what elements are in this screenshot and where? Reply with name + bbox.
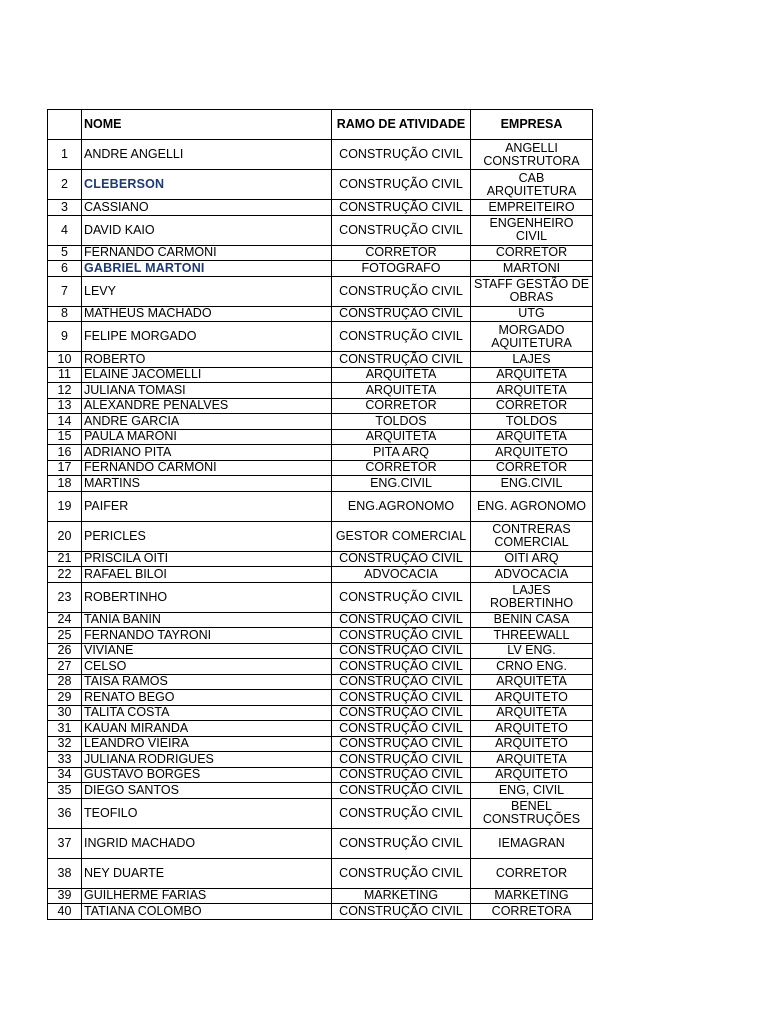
row-nome: MATHEUS MACHADO [82, 306, 332, 322]
row-nome: GUSTAVO BORGES [82, 767, 332, 783]
header-num [48, 110, 82, 140]
row-ramo: ENG.CIVIL [332, 476, 471, 492]
row-ramo: CONSTRUÇÃO CIVIL [332, 306, 471, 322]
row-ramo: ARQUITETA [332, 429, 471, 445]
row-number: 7 [48, 276, 82, 306]
row-number: 40 [48, 904, 82, 920]
row-empresa: CORRETOR [471, 245, 593, 261]
row-ramo: CONSTRUÇÃO CIVIL [332, 322, 471, 352]
row-empresa: ARQUITETA [471, 705, 593, 721]
table-row [48, 752, 593, 768]
table-row [48, 858, 593, 888]
row-nome: GUILHERME FARIAS [82, 888, 332, 904]
row-nome: TALITA COSTA [82, 705, 332, 721]
row-nome: JULIANA TOMASI [82, 383, 332, 399]
table-row [48, 904, 593, 920]
table-row [48, 736, 593, 752]
row-ramo: CONSTRUÇÃO CIVIL [332, 276, 471, 306]
row-number: 1 [48, 140, 82, 170]
row-empresa: CRNO ENG. [471, 659, 593, 675]
row-number: 28 [48, 674, 82, 690]
row-nome: CELSO [82, 659, 332, 675]
row-ramo: ADVOCACIA [332, 567, 471, 583]
row-empresa: ARQUITETO [471, 767, 593, 783]
contacts-table [47, 109, 593, 920]
row-number: 12 [48, 383, 82, 399]
row-ramo: CONSTRUÇÃO CIVIL [332, 858, 471, 888]
row-ramo: CORRETOR [332, 398, 471, 414]
row-ramo: CONSTRUÇÃO CIVIL [332, 767, 471, 783]
row-number: 3 [48, 200, 82, 216]
row-ramo: CONSTRUÇÃO CIVIL [332, 659, 471, 675]
row-number: 2 [48, 170, 82, 200]
table-row [48, 659, 593, 675]
row-ramo: CONSTRUÇÃO CIVIL [332, 828, 471, 858]
table-row [48, 322, 593, 352]
row-ramo: CONSTRUÇÃO CIVIL [332, 170, 471, 200]
row-number: 24 [48, 612, 82, 628]
row-number: 10 [48, 352, 82, 368]
row-number: 11 [48, 367, 82, 383]
table-row [48, 888, 593, 904]
row-ramo: CONSTRUÇÃO CIVIL [332, 612, 471, 628]
row-empresa: ARQUITETO [471, 690, 593, 706]
row-number: 27 [48, 659, 82, 675]
row-ramo: PITA ARQ [332, 445, 471, 461]
row-nome: ELAINE JACOMELLI [82, 367, 332, 383]
row-empresa: LV ENG. [471, 643, 593, 659]
table-row [48, 491, 593, 521]
row-empresa: ANGELLI CONSTRUTORA [471, 140, 593, 170]
row-number: 9 [48, 322, 82, 352]
row-number: 30 [48, 705, 82, 721]
row-ramo: CONSTRUÇÃO CIVIL [332, 140, 471, 170]
row-nome: LEVY [82, 276, 332, 306]
table-row [48, 690, 593, 706]
row-empresa: ADVOCACIA [471, 567, 593, 583]
row-nome: RAFAEL BILOI [82, 567, 332, 583]
row-nome: VIVIANE [82, 643, 332, 659]
row-number: 4 [48, 215, 82, 245]
header-ramo: RAMO DE ATIVIDADE [332, 110, 471, 140]
row-ramo: CORRETOR [332, 460, 471, 476]
table-row [48, 352, 593, 368]
row-empresa: ARQUITETA [471, 752, 593, 768]
row-nome: TEOFILO [82, 798, 332, 828]
row-nome: DIEGO SANTOS [82, 783, 332, 799]
table-row [48, 521, 593, 551]
row-ramo: CONSTRUÇÃO CIVIL [332, 736, 471, 752]
row-number: 20 [48, 521, 82, 551]
table-row [48, 798, 593, 828]
table-row [48, 306, 593, 322]
row-number: 38 [48, 858, 82, 888]
row-number: 32 [48, 736, 82, 752]
row-empresa: BENEL CONSTRUÇÕES [471, 798, 593, 828]
table-row [48, 783, 593, 799]
row-ramo: CONSTRUÇÃO CIVIL [332, 752, 471, 768]
row-number: 16 [48, 445, 82, 461]
row-number: 19 [48, 491, 82, 521]
row-number: 26 [48, 643, 82, 659]
table-row [48, 643, 593, 659]
row-ramo: CONSTRUÇÃO CIVIL [332, 721, 471, 737]
row-number: 37 [48, 828, 82, 858]
table-header [48, 110, 593, 140]
row-number: 14 [48, 414, 82, 430]
row-number: 23 [48, 582, 82, 612]
table-row [48, 828, 593, 858]
row-nome: RENATO BEGO [82, 690, 332, 706]
row-nome: ADRIANO PITA [82, 445, 332, 461]
row-nome: TAISA RAMOS [82, 674, 332, 690]
row-nome: FERNANDO TAYRONI [82, 628, 332, 644]
row-number: 8 [48, 306, 82, 322]
table-row [48, 276, 593, 306]
table-row [48, 767, 593, 783]
row-empresa: BENIN CASA [471, 612, 593, 628]
row-ramo: CONSTRUÇÃO CIVIL [332, 798, 471, 828]
row-nome: NEY DUARTE [82, 858, 332, 888]
row-nome: ALEXANDRE PENALVES [82, 398, 332, 414]
table-row [48, 612, 593, 628]
row-ramo: CONSTRUÇÃO CIVIL [332, 643, 471, 659]
row-number: 21 [48, 551, 82, 567]
table-row [48, 567, 593, 583]
table-row [48, 582, 593, 612]
row-empresa: CAB ARQUITETURA [471, 170, 593, 200]
row-number: 39 [48, 888, 82, 904]
row-empresa: CORRETOR [471, 460, 593, 476]
row-empresa: ARQUITETO [471, 736, 593, 752]
row-empresa: IEMAGRAN [471, 828, 593, 858]
row-ramo: MARKETING [332, 888, 471, 904]
row-number: 17 [48, 460, 82, 476]
row-empresa: EMPREITEIRO [471, 200, 593, 216]
row-nome: DAVID KAIO [82, 215, 332, 245]
row-empresa: LAJES [471, 352, 593, 368]
row-empresa: ARQUITETA [471, 367, 593, 383]
row-empresa: CORRETORA [471, 904, 593, 920]
row-nome: CLEBERSON [82, 170, 332, 200]
row-number: 25 [48, 628, 82, 644]
row-nome: PERICLES [82, 521, 332, 551]
row-number: 35 [48, 783, 82, 799]
row-empresa: ARQUITETO [471, 445, 593, 461]
row-ramo: CONSTRUÇÃO CIVIL [332, 690, 471, 706]
row-nome: TANIA BANIN [82, 612, 332, 628]
table-row [48, 721, 593, 737]
row-empresa: MORGADO AQUITETURA [471, 322, 593, 352]
table-row [48, 245, 593, 261]
row-empresa: LAJES ROBERTINHO [471, 582, 593, 612]
row-number: 6 [48, 261, 82, 277]
table-row [48, 367, 593, 383]
row-empresa: ARQUITETA [471, 383, 593, 399]
row-number: 5 [48, 245, 82, 261]
row-nome: JULIANA RODRIGUES [82, 752, 332, 768]
row-number: 13 [48, 398, 82, 414]
row-ramo: CONSTRUÇÃO CIVIL [332, 352, 471, 368]
row-nome: INGRID MACHADO [82, 828, 332, 858]
row-empresa: THREEWALL [471, 628, 593, 644]
row-ramo: CONSTRUÇÃO CIVIL [332, 628, 471, 644]
row-empresa: ARQUITETO [471, 721, 593, 737]
row-ramo: CONSTRUÇÃO CIVIL [332, 551, 471, 567]
row-empresa: MARKETING [471, 888, 593, 904]
table-row [48, 445, 593, 461]
row-nome: CASSIANO [82, 200, 332, 216]
row-ramo: CONSTRUÇÃO CIVIL [332, 582, 471, 612]
table-row [48, 460, 593, 476]
row-nome: TATIANA COLOMBO [82, 904, 332, 920]
table-row [48, 674, 593, 690]
row-ramo: ENG.AGRONOMO [332, 491, 471, 521]
row-empresa: UTG [471, 306, 593, 322]
row-empresa: ENG. AGRONOMO [471, 491, 593, 521]
table-row [48, 414, 593, 430]
table-row [48, 476, 593, 492]
row-number: 22 [48, 567, 82, 583]
table-row [48, 551, 593, 567]
row-nome: LEANDRO VIEIRA [82, 736, 332, 752]
row-ramo: FOTOGRAFO [332, 261, 471, 277]
row-empresa: MARTONI [471, 261, 593, 277]
table-body [48, 140, 593, 920]
row-nome: ROBERTINHO [82, 582, 332, 612]
row-ramo: ARQUITETA [332, 367, 471, 383]
table-row [48, 429, 593, 445]
row-empresa: ARQUITETA [471, 429, 593, 445]
row-nome: KAUAN MIRANDA [82, 721, 332, 737]
row-ramo: CONSTRUÇÃO CIVIL [332, 705, 471, 721]
table-row [48, 383, 593, 399]
row-ramo: TOLDOS [332, 414, 471, 430]
row-nome: PRISCILA OITI [82, 551, 332, 567]
row-nome: PAULA MARONI [82, 429, 332, 445]
table-row [48, 170, 593, 200]
row-empresa: CORRETOR [471, 858, 593, 888]
row-empresa: TOLDOS [471, 414, 593, 430]
row-empresa: OITI ARQ [471, 551, 593, 567]
table-row [48, 705, 593, 721]
header-nome: NOME [82, 110, 332, 140]
row-empresa: STAFF GESTÃO DE OBRAS [471, 276, 593, 306]
row-nome: FERNANDO CARMONI [82, 245, 332, 261]
row-nome: FERNANDO CARMONI [82, 460, 332, 476]
row-ramo: CONSTRUÇÃO CIVIL [332, 215, 471, 245]
row-nome: ROBERTO [82, 352, 332, 368]
row-empresa: CONTRERAS COMERCIAL [471, 521, 593, 551]
row-number: 31 [48, 721, 82, 737]
table-row [48, 398, 593, 414]
header-empresa: EMPRESA [471, 110, 593, 140]
row-number: 15 [48, 429, 82, 445]
row-ramo: CORRETOR [332, 245, 471, 261]
header-row [48, 110, 593, 140]
row-number: 34 [48, 767, 82, 783]
row-nome: ANDRE ANGELLI [82, 140, 332, 170]
table-row [48, 261, 593, 277]
row-nome: GABRIEL MARTONI [82, 261, 332, 277]
table-row [48, 200, 593, 216]
row-number: 18 [48, 476, 82, 492]
row-nome: FELIPE MORGADO [82, 322, 332, 352]
row-number: 33 [48, 752, 82, 768]
row-empresa: ENG.CIVIL [471, 476, 593, 492]
row-empresa: CORRETOR [471, 398, 593, 414]
row-empresa: ARQUITETA [471, 674, 593, 690]
row-nome: PAIFER [82, 491, 332, 521]
row-ramo: CONSTRUÇÃO CIVIL [332, 200, 471, 216]
row-nome: ANDRE GARCIA [82, 414, 332, 430]
table-row [48, 140, 593, 170]
row-ramo: CONSTRUÇÃO CIVIL [332, 674, 471, 690]
row-number: 36 [48, 798, 82, 828]
row-ramo: CONSTRUÇÃO CIVIL [332, 904, 471, 920]
row-number: 29 [48, 690, 82, 706]
table-row [48, 215, 593, 245]
row-nome: MARTINS [82, 476, 332, 492]
row-empresa: ENGENHEIRO CIVIL [471, 215, 593, 245]
table-row [48, 628, 593, 644]
row-ramo: CONSTRUÇÃO CIVIL [332, 783, 471, 799]
row-ramo: ARQUITETA [332, 383, 471, 399]
row-empresa: ENG, CIVIL [471, 783, 593, 799]
row-ramo: GESTOR COMERCIAL [332, 521, 471, 551]
